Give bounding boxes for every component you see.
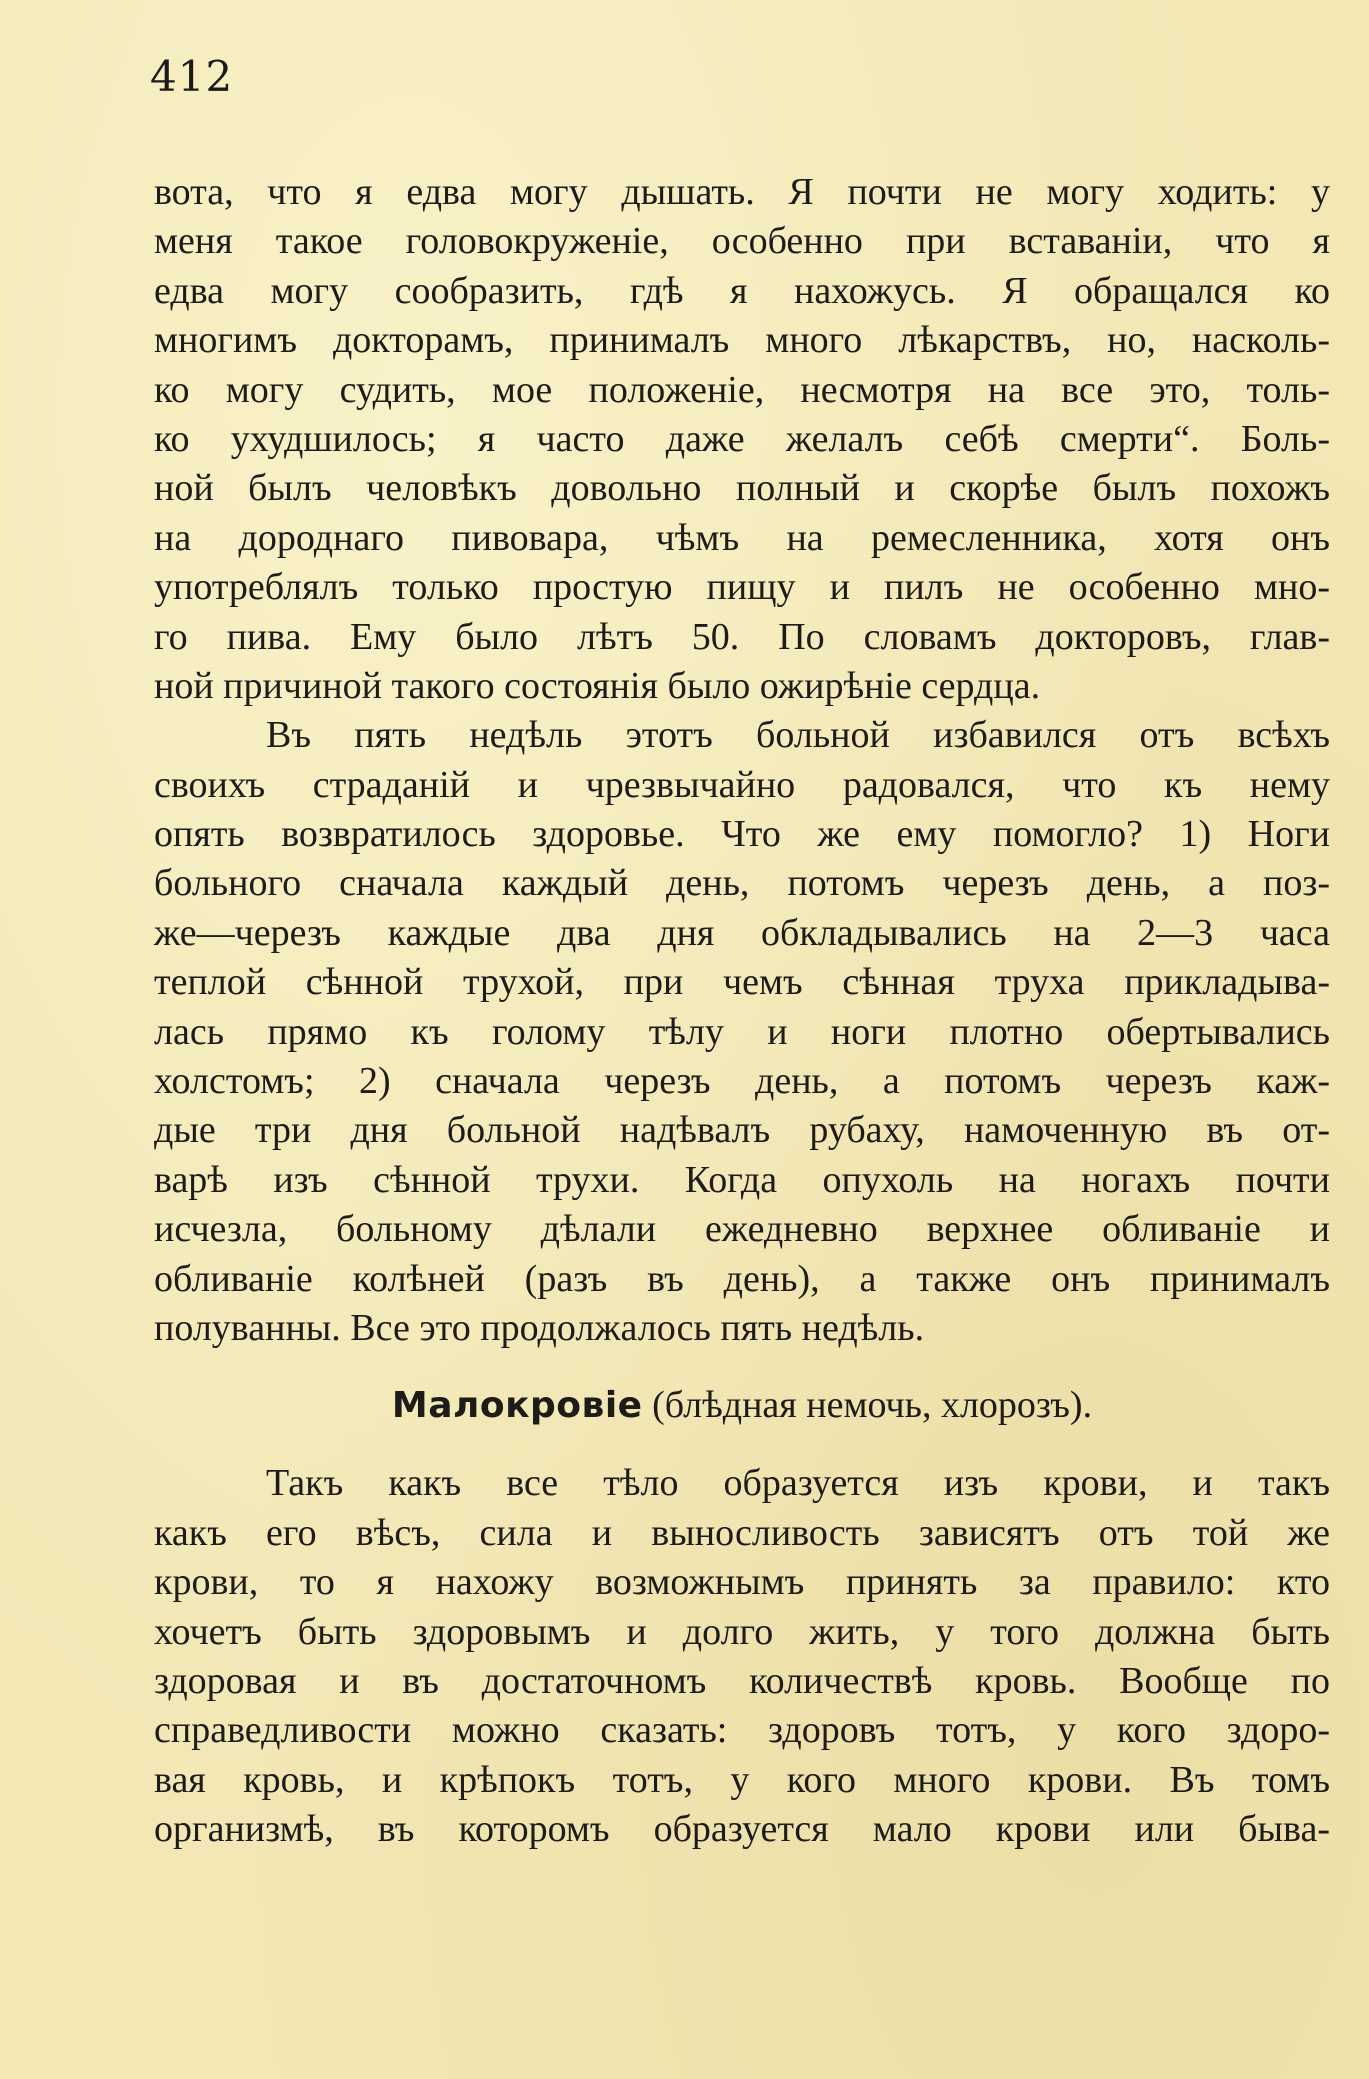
spacer xyxy=(154,1449,1330,1459)
text-line: ной былъ человѣкъ довольно полный и скорѣе былъ похожъ xyxy=(154,467,1330,510)
text-line: вота, что я едва могу дышать. Я почти не могу ходить: у xyxy=(154,171,1330,213)
text-line: теплой сѣнной трухой, при чемъ сѣнная труха прикладыва- xyxy=(154,961,1330,1004)
text-line: лась прямо къ голому тѣлу и ноги плотно обертывались xyxy=(154,1010,1330,1053)
paragraph-2 xyxy=(154,711,1330,1353)
text-line: меня такое головокруженіе, особенно при вставаніи, что я xyxy=(154,220,1330,263)
page-number: 412 xyxy=(150,52,234,101)
text-line: варѣ изъ сѣнной трухи. Когда опухоль на ногахъ почти xyxy=(154,1158,1330,1201)
text-line: ко могу судить, мое положеніе, несмотря на все это, толь- xyxy=(154,368,1330,411)
text-line: на дороднаго пивовара, чѣмъ на ремесленника, хотя онъ xyxy=(154,516,1330,559)
text-line: какъ его вѣсъ, сила и выносливость зависятъ отъ той же xyxy=(154,1511,1330,1554)
paragraph-3 xyxy=(154,1459,1330,1854)
text-line: холстомъ; 2) сначала черезъ день, а потомъ черезъ каж- xyxy=(154,1060,1330,1103)
section-heading xyxy=(154,1361,1330,1449)
text-line: Такъ какъ все тѣло образуется изъ крови, и такъ xyxy=(266,1462,1330,1505)
text-line: едва могу сообразить, гдѣ я нахожусь. Я обращался ко xyxy=(154,269,1330,312)
text-line: дые три дня больной надѣвалъ рубаху, намоченную въ от- xyxy=(154,1109,1330,1152)
text-line: вая кровь, и крѣпокъ тотъ, у кого много крови. Въ томъ xyxy=(154,1758,1330,1801)
paragraph-1 xyxy=(154,168,1330,711)
text-line: обливаніе колѣней (разъ въ день), а также онъ принималъ xyxy=(154,1257,1330,1300)
text-line: хочетъ быть здоровымъ и долго жить, у того должна быть xyxy=(154,1610,1330,1653)
text-line: больного сначала каждый день, потомъ черезъ день, а поз- xyxy=(154,862,1330,905)
text-line: Въ пять недѣль этотъ больной избавился отъ всѣхъ xyxy=(266,714,1330,757)
text-line: же—черезъ каждые два дня обкладывались на 2—3 часа xyxy=(154,911,1330,954)
text-line: организмѣ, въ которомъ образуется мало крови или быва- xyxy=(154,1808,1330,1851)
text-line: ной причиной такого состоянія было ожирѣніе сердца. xyxy=(154,664,1041,707)
text-line: многимъ докторамъ, принималъ много лѣкарствъ, но, насколь- xyxy=(154,319,1330,362)
text-line: го пива. Ему было лѣтъ 50. По словамъ докторовъ, глав- xyxy=(154,615,1330,658)
text-line: исчезла, больному дѣлали ежедневно верхнее обливаніе и xyxy=(154,1208,1330,1251)
text-line: крови, то я нахожу возможнымъ принять за правило: кто xyxy=(154,1561,1330,1604)
text-line: справедливости можно сказать: здоровъ тотъ, у кого здоро- xyxy=(154,1709,1330,1752)
text-line: ко ухудшилось; я часто даже желалъ себѣ смерти“. Боль- xyxy=(154,417,1330,460)
section-heading-title: Малокровіе xyxy=(391,1385,643,1427)
text-line: здоровая и въ достаточномъ количествѣ кровь. Вообще по xyxy=(154,1659,1330,1702)
text-line: своихъ страданій и чрезвычайно радовался, что къ нему xyxy=(154,763,1330,806)
text-line: опять возвратилось здоровье. Что же ему помогло? 1) Ноги xyxy=(154,813,1330,856)
text-line: полуванны. Все это продолжалось пять недѣль. xyxy=(154,1306,925,1349)
section-heading-subtitle: (блѣдная немочь, хлорозъ). xyxy=(642,1384,1093,1427)
page-body xyxy=(154,168,1330,1855)
text-line: употреблялъ только простую пищу и пилъ не особенно мно- xyxy=(154,566,1330,609)
